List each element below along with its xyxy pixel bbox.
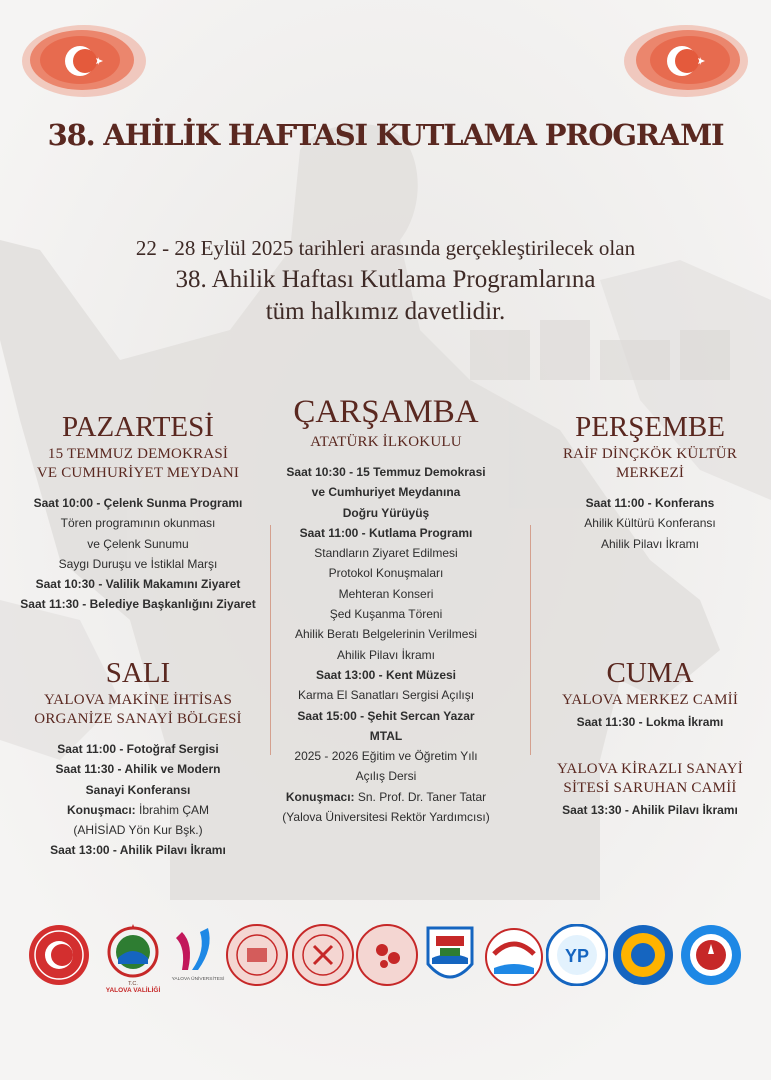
venue-line: 15 TEMMUZ DEMOKRASİ bbox=[47, 446, 229, 462]
turkish-flag-right-icon bbox=[622, 22, 750, 100]
list-item: Saat 10:00 - Çelenk Sunma Programı bbox=[33, 496, 243, 510]
list-item: Saat 11:30 - Lokma İkramı bbox=[576, 715, 724, 729]
day-name: SALI bbox=[105, 657, 171, 689]
list-item: Sanayi Konferansı bbox=[85, 782, 191, 797]
valilik-caption-2: YALOVA VALİLİĞİ bbox=[105, 987, 161, 994]
venue-line: SİTESİ SARUHAN CAMİİ bbox=[563, 780, 737, 797]
venue-line: YALOVA MERKEZ CAMİİ bbox=[561, 692, 739, 708]
list-item: Mehteran Konseri bbox=[338, 586, 434, 601]
list-item: Karma El Sanatları Sergisi Açılışı bbox=[297, 688, 475, 703]
program-list bbox=[536, 493, 764, 554]
turkish-flag-left-icon bbox=[20, 22, 148, 100]
venue-line: YALOVA MAKİNE İHTİSAS bbox=[43, 692, 233, 708]
list-item: Saat 11:00 - Fotoğraf Sergisi bbox=[57, 742, 219, 756]
intro-text bbox=[0, 232, 771, 328]
list-item bbox=[272, 787, 500, 807]
venue-name bbox=[8, 691, 268, 729]
commerce-chamber-logo-icon bbox=[546, 924, 608, 986]
list-item: Saat 11:00 - Konferans bbox=[585, 496, 715, 510]
intro-line-3: tüm halkımız davetlidir. bbox=[265, 298, 506, 325]
day-name: ÇARŞAMBA bbox=[293, 394, 479, 430]
list-item: Saat 11:30 - Belediye Başkanlığını Ziyaret bbox=[20, 597, 256, 612]
list-item: ve Çelenk Sunumu bbox=[87, 536, 189, 551]
list-item: Ahilik Pilavı İkramı bbox=[336, 647, 436, 662]
column-divider-left bbox=[270, 525, 271, 755]
list-item: Şed Kuşanma Töreni bbox=[329, 607, 443, 622]
program-list bbox=[536, 800, 764, 820]
venue-name bbox=[536, 691, 764, 710]
list-item: Saat 11:30 - Ahilik ve Modern bbox=[55, 762, 221, 777]
day-name: PERŞEMBE bbox=[575, 411, 725, 443]
list-item: 2025 - 2026 Eğitim ve Öğretim Yılı bbox=[294, 749, 478, 764]
list-item: Saat 11:00 - Kutlama Programı bbox=[299, 525, 473, 540]
valilik-caption-1: T.C. bbox=[128, 981, 138, 987]
venue-line: ORGANİZE SANAYİ BÖLGESİ bbox=[34, 711, 242, 727]
intro-line-2: 38. Ahilik Haftası Kutlama Programlarına bbox=[175, 266, 596, 293]
ahisiad-logo-icon bbox=[680, 924, 742, 986]
university-caption: YALOVA ÜNİVERSİTESİ bbox=[171, 977, 225, 982]
venue-line: ATATÜRK İLKOKULU bbox=[310, 434, 462, 450]
day-name: PAZARTESİ bbox=[62, 411, 214, 443]
program-list bbox=[8, 493, 268, 615]
list-item: (Yalova Üniversitesi Rektör Yardımcısı) bbox=[282, 810, 490, 825]
list-item: Tören programının okunması bbox=[60, 516, 216, 531]
university-logo-icon bbox=[168, 924, 228, 994]
day-wednesday bbox=[272, 394, 500, 827]
day-name: CUMA bbox=[606, 657, 694, 689]
day-tuesday bbox=[8, 658, 268, 861]
speaker-label: Konuşmacı: bbox=[285, 789, 355, 804]
venue-line: YALOVA KİRAZLI SANAYİ bbox=[557, 761, 743, 778]
page-title: 38. AHİLİK HAFTASI KUTLAMA PROGRAMI bbox=[47, 118, 724, 152]
list-item: Ahilik Kültürü Konferansı bbox=[584, 516, 716, 531]
list-item: Saat 13:00 - Ahilik Pilavı İkramı bbox=[50, 843, 226, 858]
chamber-logo-icon bbox=[484, 924, 544, 990]
program-list bbox=[536, 712, 764, 732]
list-item: Protokol Konuşmaları bbox=[328, 566, 444, 581]
program-list bbox=[8, 739, 268, 861]
youth-sports-logo-icon bbox=[356, 924, 418, 986]
list-item: Standların Ziyaret Edilmesi bbox=[314, 546, 458, 561]
venue-name bbox=[536, 445, 764, 483]
list-item: Saat 10:30 - Valilik Makamını Ziyaret bbox=[35, 577, 241, 592]
ministry-seal-logo-2-icon bbox=[292, 924, 354, 986]
list-item bbox=[8, 800, 268, 820]
ministry-seal-logo-icon bbox=[28, 924, 90, 986]
column-divider-right bbox=[530, 525, 531, 755]
venue-name bbox=[272, 433, 500, 452]
venue-line: MERKEZİ bbox=[615, 465, 685, 481]
day-friday bbox=[536, 658, 764, 821]
list-item: Saat 13:00 - Kent Müzesi bbox=[315, 667, 457, 682]
directorate-seal-logo-icon bbox=[226, 924, 288, 986]
list-item: Ahilik Pilavı İkramı bbox=[600, 536, 700, 551]
intro-line-1: 22 - 28 Eylül 2025 tarihleri arasında gerçekleştirilecek olan bbox=[135, 236, 636, 260]
list-item: Saat 15:00 - Şehit Sercan Yazar bbox=[297, 708, 475, 723]
day-monday bbox=[8, 412, 268, 615]
craftsmen-union-logo-icon bbox=[612, 924, 674, 986]
list-item: Açılış Dersi bbox=[355, 769, 417, 784]
list-item: MTAL bbox=[369, 728, 403, 743]
list-item: Saat 10:30 - 15 Temmuz Demokrasi bbox=[286, 465, 486, 479]
day-thursday bbox=[536, 412, 764, 554]
list-item: (AHİSİAD Yön Kur Bşk.) bbox=[73, 823, 203, 838]
list-item: Doğru Yürüyüş bbox=[342, 505, 430, 520]
list-item: Saygı Duruşu ve İstiklal Marşı bbox=[58, 556, 218, 571]
list-item: Ahilik Beratı Belgelerinin Verilmesi bbox=[294, 627, 478, 642]
venue-name bbox=[8, 445, 268, 483]
municipality-logo-icon bbox=[422, 924, 478, 990]
speaker-name: Sn. Prof. Dr. Taner Tatar bbox=[354, 789, 487, 804]
program-list bbox=[272, 462, 500, 827]
venue-line: VE CUMHURİYET MEYDANI bbox=[36, 465, 240, 481]
venue-line: RAİF DİNÇKÖK KÜLTÜR bbox=[562, 446, 738, 462]
speaker-label: Konuşmacı: bbox=[66, 802, 136, 817]
list-item: ve Cumhuriyet Meydanına bbox=[311, 485, 461, 500]
svg-text:YP: YP bbox=[564, 946, 590, 966]
venue-name bbox=[536, 760, 764, 798]
speaker-name: İbrahim ÇAM bbox=[135, 802, 210, 817]
valilik-logo-icon bbox=[100, 924, 166, 994]
list-item: Saat 13:30 - Ahilik Pilavı İkramı bbox=[562, 803, 738, 818]
sponsor-logos bbox=[28, 924, 748, 994]
